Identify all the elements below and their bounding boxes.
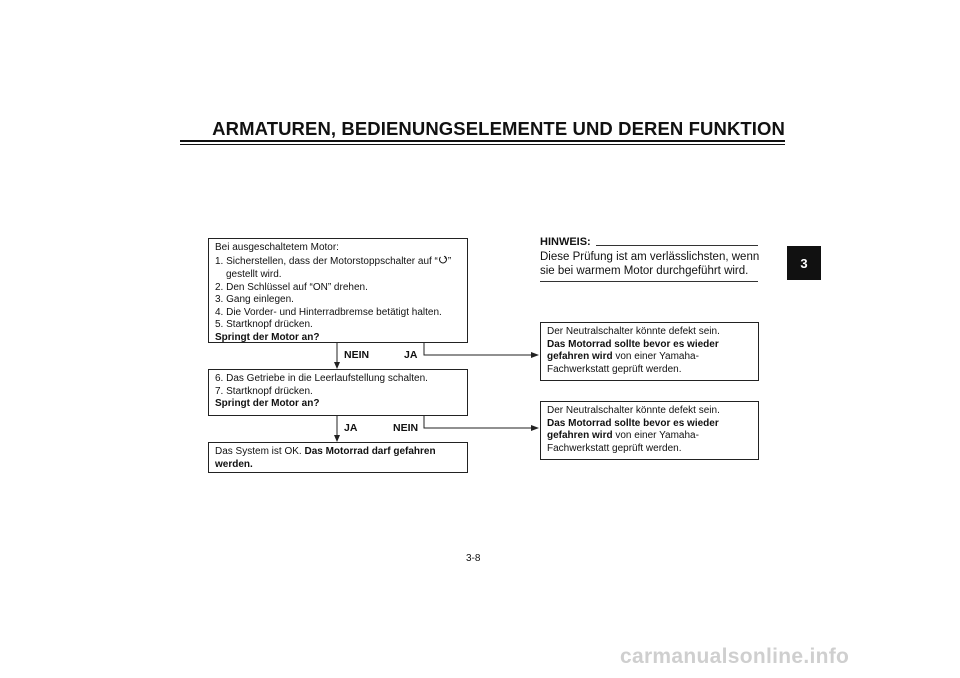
arrowhead-down-1 — [334, 362, 340, 369]
note-heading: HINWEIS: — [540, 236, 591, 248]
connector-right-2 — [424, 415, 532, 428]
box1-step3: 3. Gang einlegen. — [215, 294, 294, 305]
note-text: Diese Prüfung ist am verlässlichsten, wenn sie bei warmem Motor durchgeführt wird. — [540, 251, 760, 277]
chapter-tab[interactable]: 3 — [787, 246, 821, 280]
box1-step1-cont: gestellt wird. — [226, 269, 282, 280]
flow-box-system-ok — [208, 442, 468, 473]
engine-run-icon — [438, 255, 448, 270]
result2-line1: Der Neutralschalter könnte defekt sein. — [547, 405, 720, 416]
result2-body: Das Motorrad sollte bevor es wieder gefahren wird von einer Yamaha-Fachwerkstatt geprüft werden. — [547, 417, 719, 454]
box3-text: Das System ist OK. Das Motorrad darf gefahren werden. — [215, 446, 436, 470]
box1-question: Springt der Motor an? — [215, 331, 320, 343]
arrowhead-right-2 — [531, 425, 539, 431]
result1-body: Das Motorrad sollte bevor es wieder gefahren wird von einer Yamaha-Fachwerkstatt geprüft werden. — [547, 338, 719, 375]
label-no-2: NEIN — [393, 422, 419, 434]
box2-step6: 6. Das Getriebe in die Leerlaufstellung schalten. — [215, 373, 428, 384]
box1-step5: 5. Startknopf drücken. — [215, 319, 313, 330]
box1-step2: 2. Den Schlüssel auf “ON” drehen. — [215, 281, 368, 293]
note-bottom-rule — [540, 281, 758, 282]
flow-box-step-1-5 — [208, 238, 468, 343]
label-no-1: NEIN — [344, 349, 370, 361]
box2-question: Springt der Motor an? — [215, 398, 320, 409]
result1-line1: Der Neutralschalter könnte defekt sein. — [547, 326, 720, 337]
result-box-1 — [540, 322, 759, 381]
box1-step1: 1. Sicherstellen, dass der Motorstoppschalter auf “ ” — [215, 255, 461, 270]
page-number: 3-8 — [466, 553, 481, 564]
watermark: carmanualsonline.info — [620, 645, 850, 668]
result-box-2 — [540, 401, 759, 460]
note-heading-rule — [596, 245, 758, 246]
box1-intro: Bei ausgeschaltetem Motor: — [215, 242, 339, 253]
flow-box-step-6-7 — [208, 369, 468, 416]
label-yes-2: JA — [344, 422, 358, 434]
box1-step4: 4. Die Vorder- und Hinterradbremse betätigt halten. — [215, 306, 442, 318]
box2-step7: 7. Startknopf drücken. — [215, 385, 313, 397]
label-yes-1: JA — [404, 349, 418, 361]
page-title: ARMATUREN, BEDIENUNGSELEMENTE UND DEREN FUNKTION — [212, 118, 785, 139]
arrowhead-right-1 — [531, 352, 539, 358]
arrowhead-down-2 — [334, 435, 340, 442]
